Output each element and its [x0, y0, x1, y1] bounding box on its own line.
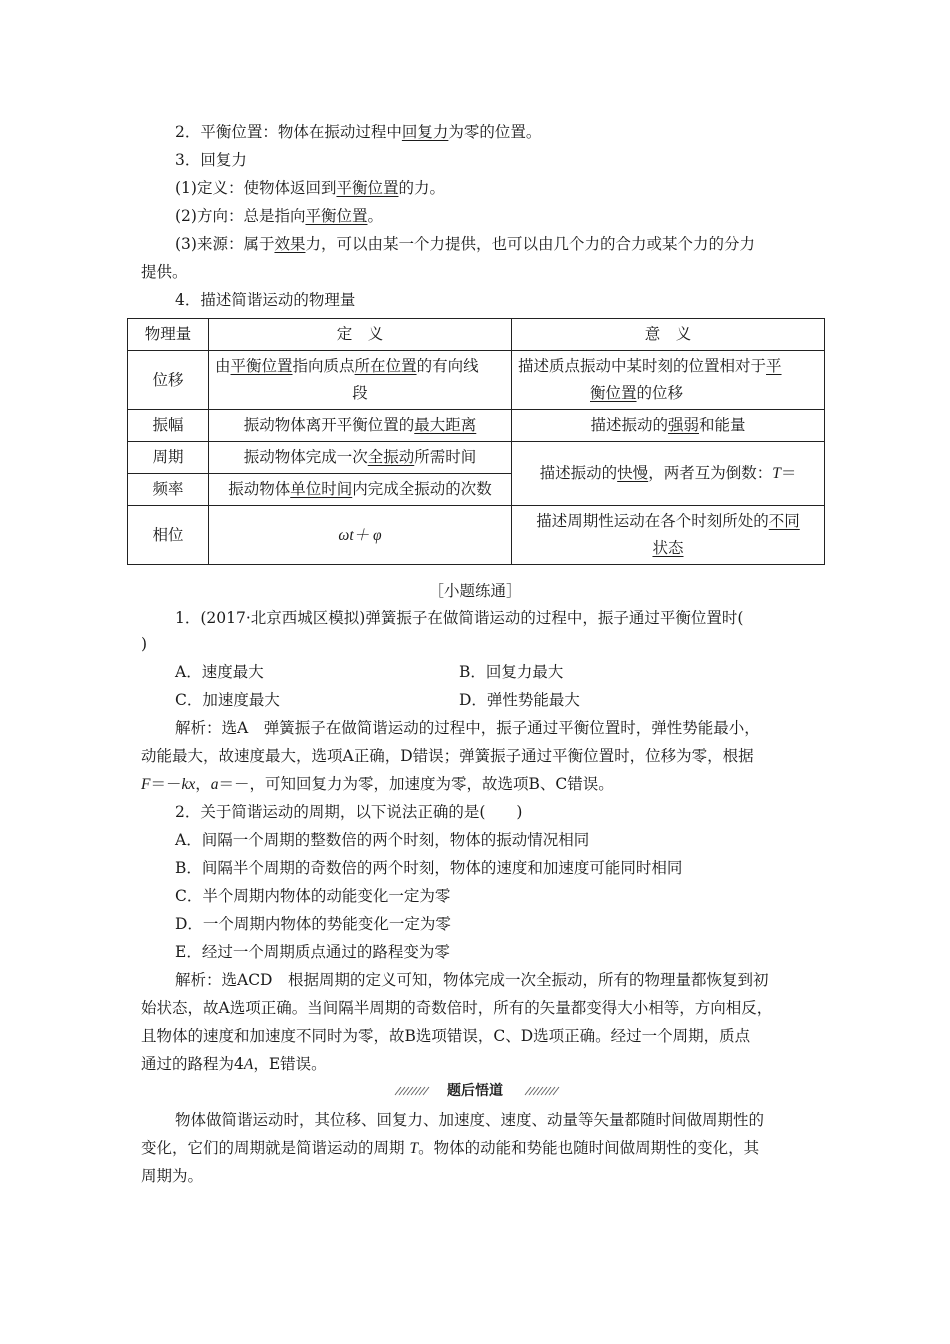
variable-T: T: [409, 1140, 419, 1157]
table-cell: [209, 351, 512, 410]
table-header-row: [128, 319, 825, 351]
underlined-term: 平: [766, 357, 782, 375]
text-direction: [175, 205, 383, 227]
text-source: [175, 233, 755, 255]
table-cell: [209, 474, 512, 506]
underlined-term: 不同: [768, 512, 800, 530]
a2-line4: [141, 1053, 327, 1076]
text-segment: 振动物体完成一次: [243, 448, 368, 466]
text-segment: 指向质点: [292, 357, 355, 375]
q2-option-b: B．间隔半个周期的奇数倍的两个时刻，物体的速度和加速度可能同时相同: [175, 859, 683, 877]
q1-option-a: A．速度最大: [175, 663, 264, 681]
underlined-term: 平衡位置: [305, 207, 368, 225]
a2-line1: 解析：选ACD 根据周期的定义可知，物体完成一次全振动，所有的物理量都恢复到初: [175, 971, 769, 989]
text-segment: 描述振动的: [539, 464, 618, 482]
insight-line3: 周期为。: [141, 1167, 204, 1185]
text-segment: 。: [367, 207, 383, 225]
underlined-term: 强弱: [667, 416, 699, 434]
underlined-term: 状态: [652, 539, 684, 557]
variable-kx: kx: [181, 776, 196, 793]
table-row: [128, 410, 825, 442]
a2-line2: 始状态，故A选项正确。当间隔半周期的奇数倍时，所有的矢量都变得大小相等，方向相反，: [141, 999, 773, 1017]
text-segment: ＝: [780, 464, 797, 482]
text-source-cont: 提供。: [141, 263, 188, 281]
table-cell: 相位: [128, 506, 209, 565]
q2-option-d: D．一个周期内物体的势能变化一定为零: [175, 915, 451, 933]
text-segment: 段: [352, 384, 368, 402]
text-segment: 力，可以由某一个力提供，也可以由几个力的合力或某个力的分力: [305, 235, 755, 253]
quantities-table: [127, 318, 825, 565]
insight-title: 题后悟道: [447, 1083, 503, 1099]
a1-line2: 动能最大，故速度最大，选项A正确，D错误；弹簧振子通过平衡位置时，位移为零，根据: [141, 747, 754, 765]
q1-option-c: C．加速度最大: [175, 691, 280, 709]
text-segment: 的有向线: [416, 357, 479, 375]
underlined-term: 单位时间: [290, 480, 353, 498]
phase-formula: ωt＋ φ: [338, 526, 382, 544]
a2-line3: 且物体的速度和加速度不同时为零，故B选项错误，C、D选项正确。经过一个周期，质点: [141, 1027, 751, 1045]
text-balance-position: [175, 121, 541, 143]
text-segment: (2)方向：总是指向: [175, 207, 306, 225]
underlined-term: 所在位置: [354, 357, 417, 375]
table-cell: 周期: [128, 442, 209, 474]
table-cell: [512, 351, 825, 410]
variable-a: a: [210, 776, 219, 793]
variable-T: T: [772, 465, 781, 482]
underlined-term: 快慢: [617, 464, 649, 482]
q2-option-c: C．半个周期内物体的动能变化一定为零: [175, 887, 451, 905]
table-row: [128, 442, 825, 474]
text-segment: 振动物体: [228, 480, 291, 498]
q1-option-d: D．弹性势能最大: [459, 691, 580, 709]
text-segment: (1)定义：使物体返回到: [175, 179, 337, 197]
table-cell: [512, 410, 825, 442]
table-cell: 频率: [128, 474, 209, 506]
text-segment: 内完成全振动的次数: [352, 480, 492, 498]
table-row: [128, 351, 825, 410]
underlined-term: 全振动: [367, 448, 415, 466]
text-segment: 由: [215, 357, 231, 375]
q2-option-a: A．间隔一个周期的整数倍的两个时刻，物体的振动情况相同: [175, 831, 590, 849]
text-segment: ，E错误。: [253, 1055, 327, 1073]
text-segment: 描述质点振动中某时刻的位置相对于: [518, 357, 767, 375]
q1-stem-cont: ): [141, 635, 148, 653]
text-segment: 为零的位置。: [448, 123, 542, 141]
table-header-cell: 意 义: [512, 319, 825, 351]
table-row: [128, 506, 825, 565]
underlined-term: 平衡位置: [336, 179, 399, 197]
practice-title: ［小题练通］: [428, 582, 522, 600]
text-segment: 的力。: [398, 179, 445, 197]
q2-option-e: E．经过一个周期质点通过的路程变为零: [175, 943, 450, 961]
text-segment: 。物体的动能和势能也随时间做周期性的变化，其: [418, 1139, 760, 1157]
text-segment: 振动物体离开平衡位置的: [243, 416, 415, 434]
text-segment: ＝－: [150, 775, 182, 793]
table-cell: [512, 442, 825, 506]
table-cell: 位移: [128, 351, 209, 410]
text-segment: 2．平衡位置：物体在振动过程中: [175, 123, 402, 141]
text-segment: ＝－，可知回复力为零，加速度为零，故选项B、C错误。: [218, 775, 614, 793]
insight-line2: [141, 1137, 759, 1160]
text-segment: 描述周期性运动在各个时刻所处的: [536, 512, 769, 530]
table-header-cell: 定 义: [209, 319, 512, 351]
q1-stem: 1．(2017·北京西城区模拟)弹簧振子在做简谐运动的过程中，振子通过平衡位置时(: [175, 609, 744, 627]
text-segment: (3)来源：属于: [175, 235, 275, 253]
text-definition: [175, 177, 445, 199]
table-cell: [512, 506, 825, 565]
text-segment: ，两者互为倒数：: [648, 464, 773, 482]
underlined-term: 衡位置: [590, 384, 637, 402]
underlined-term: 最大距离: [414, 416, 477, 434]
heading-quantities: 4．描述简谐运动的物理量: [175, 291, 356, 309]
table-cell: 振幅: [128, 410, 209, 442]
insight-line1: 物体做简谐运动时，其位移、回复力、加速度、速度、动量等矢量都随时间做周期性的: [175, 1111, 765, 1129]
table-cell: [209, 442, 512, 474]
a1-line3: [141, 773, 614, 796]
q2-stem: 2．关于简谐运动的周期，以下说法正确的是( ): [175, 803, 523, 821]
a1-line1: 解析：选A 弹簧振子在做简谐运动的过程中，振子通过平衡位置时，弹性势能最小，: [175, 719, 760, 737]
variable-F: F: [141, 776, 151, 793]
text-segment: 描述振动的: [590, 416, 668, 434]
underlined-term: 平衡位置: [230, 357, 293, 375]
underlined-term: 效果: [274, 235, 306, 253]
q1-option-b: B．回复力最大: [459, 663, 564, 681]
text-segment: 和能量: [699, 416, 746, 434]
table-cell: [209, 506, 512, 565]
underlined-term: 回复力: [401, 123, 449, 141]
variable-A: A: [243, 1056, 254, 1073]
text-segment: 通过的路程为4: [141, 1055, 244, 1073]
heading-restoring-force: 3．回复力: [175, 151, 247, 169]
text-segment: 的位移: [636, 384, 684, 402]
text-segment: ，: [195, 775, 211, 793]
table-header-cell: 物理量: [128, 319, 209, 351]
text-segment: 所需时间: [414, 448, 477, 466]
table-cell: [209, 410, 512, 442]
text-segment: 变化，它们的周期就是简谐运动的周期: [141, 1139, 410, 1157]
